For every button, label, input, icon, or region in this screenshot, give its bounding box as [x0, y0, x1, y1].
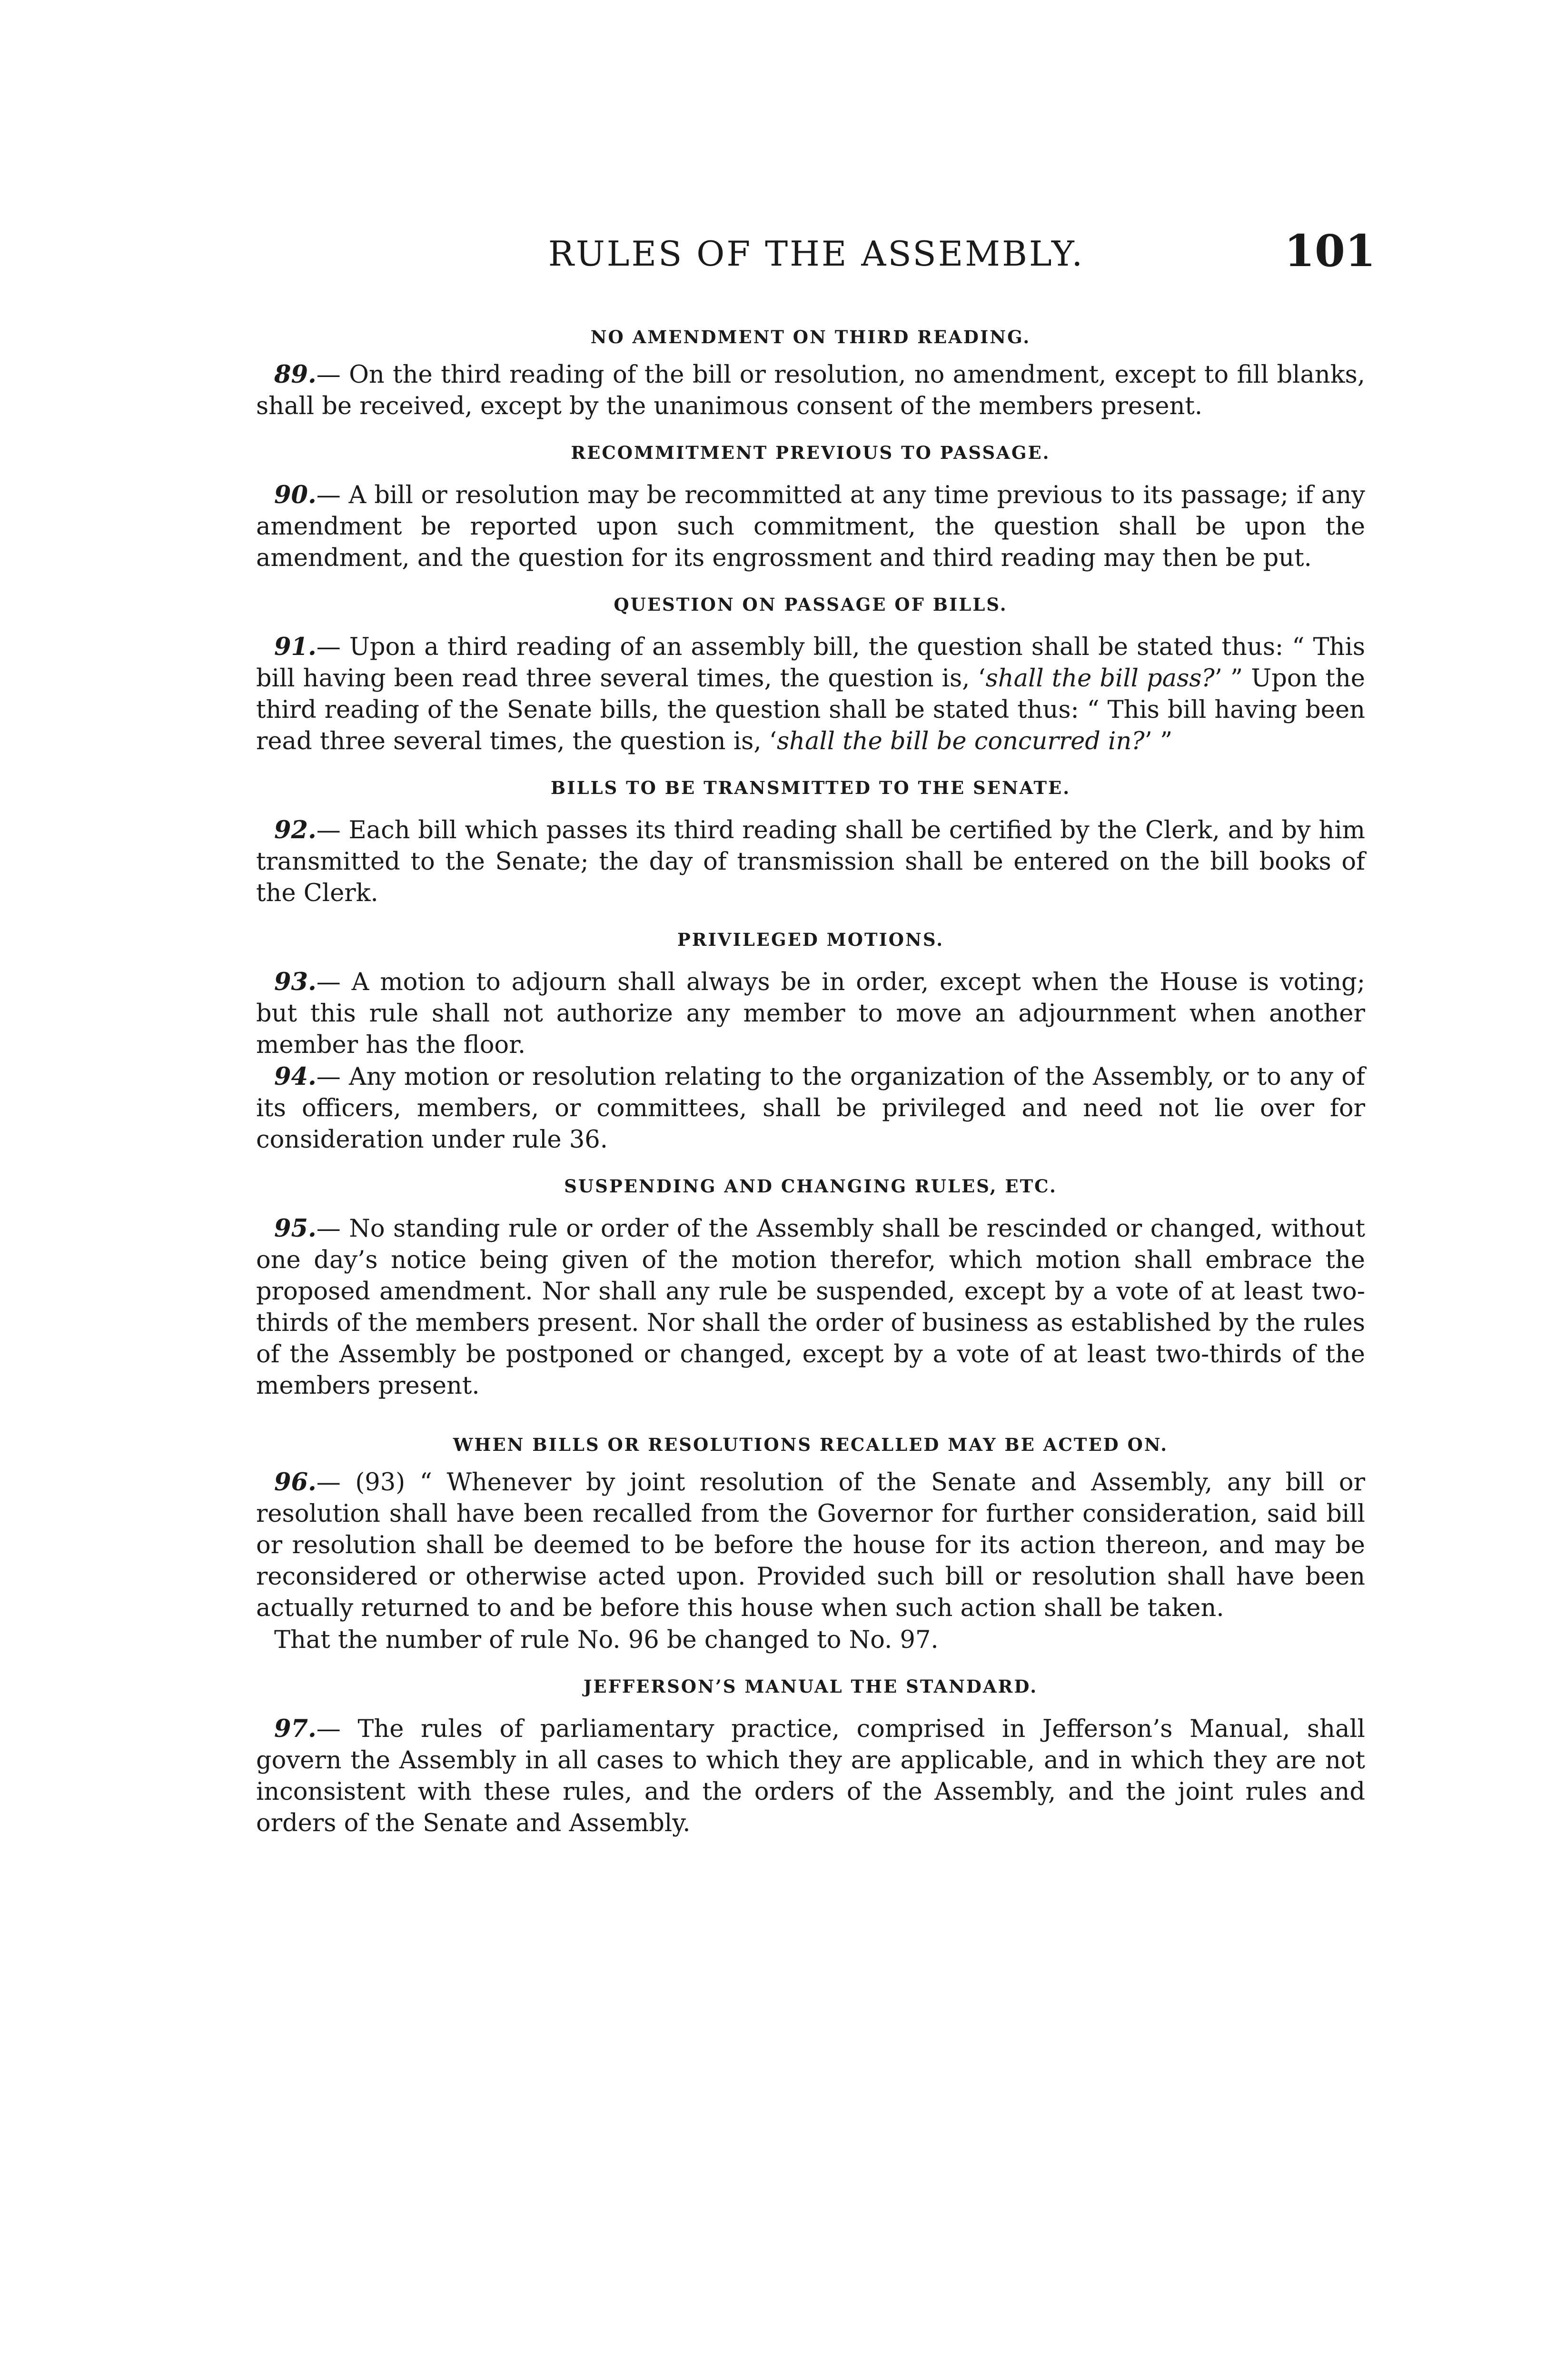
rule-number: 97.	[274, 1715, 317, 1743]
rule-number: 89.	[274, 360, 317, 389]
rule-number: 95.	[274, 1214, 317, 1243]
page-title: RULES OF THE ASSEMBLY.	[548, 234, 1085, 274]
rule-text: — The rules of parliamentary practice, comprised in Jefferson’s Manual, shall govern the Assembly in all cases to which they are applicable, and in which they are not inconsistent with these rules, and the orders of the Assembly, and the joint rules and orders of the Senate and Assembly.	[256, 1715, 1365, 1837]
rule-number: 93.	[274, 968, 317, 996]
page-number: 101	[1284, 225, 1376, 277]
rule-text: — A bill or resolution may be recommitted at any time previous to its passage; if any amendment be reported upon such commitment, the question shall be upon the amendment, and the question for its engrossment and third reading may then be put.	[256, 481, 1365, 572]
rule-paragraph	[256, 1061, 1365, 1156]
rule-number: 90.	[274, 481, 317, 509]
rule-paragraph	[256, 479, 1365, 574]
rule-number: 92.	[274, 816, 317, 844]
rule-number: 94.	[274, 1062, 317, 1091]
rule-text: ’ ”	[1144, 727, 1173, 755]
rule-text: That the number of rule No. 96 be changed to No. 97.	[274, 1626, 939, 1654]
rule-paragraph	[256, 359, 1365, 422]
rule-text: — (93) “ Whenever by joint resolution of the Senate and Assembly, any bill or resolution shall have been recalled from the Governor for further consideration, said bill or resolution shall be deemed to be before the house for its action thereon, and may be reconsidered or otherwise acted upon. Provided such bill or resolution shall have been actually returned to and be before this house when such action shall be taken.	[256, 1468, 1365, 1622]
rule-text: — Upon a third reading of an assembly bill, the question shall be stated thus: “ This bill having been read three several times, the question is, ‘	[256, 633, 1365, 693]
section-heading: JEFFERSON’S MANUAL THE STANDARD.	[583, 1676, 1038, 1697]
rule-text-italic: shall the bill be concurred in?	[777, 727, 1145, 755]
rule-text: — A motion to adjourn shall always be in order, except when the House is voting; but this rule shall not authorize any member to move an adjournment when another member has the floor.	[256, 968, 1365, 1059]
rule-text: ’ ” Upon the third reading of the Senate bills, the question shall be stated thus: “ This bill having been read three several times, the question is, ‘	[256, 664, 1365, 755]
rule-text: — On the third reading of the bill or resolution, no amendment, except to fill blanks, shall be received, except by the unanimous consent of the members present.	[256, 361, 1365, 420]
rule-number: 96.	[274, 1468, 317, 1497]
section-heading: SUSPENDING AND CHANGING RULES, ETC.	[564, 1176, 1057, 1197]
rule-text: — No standing rule or order of the Assembly shall be rescinded or changed, without one day’s notice being given of the motion therefor, which motion shall embrace the proposed amendment. Nor shall any rule be suspended, except by a vote of at least two-thirds of the members present. Nor shall the order of business as established by the rules of the Assembly be postponed or changed, except by a vote of at least two-thirds of the members present.	[256, 1215, 1365, 1400]
rule-text-italic: shall the bill pass?	[985, 664, 1215, 693]
rule-text: — Each bill which passes its third reading shall be certified by the Clerk, and by him transmitted to the Senate; the day of transmission shall be entered on the bill books of the Clerk.	[256, 816, 1365, 907]
section-heading: RECOMMITMENT PREVIOUS TO PASSAGE.	[571, 442, 1050, 463]
section-heading: WHEN BILLS OR RESOLUTIONS RECALLED MAY BE ACTED ON.	[453, 1434, 1169, 1455]
section-heading: QUESTION ON PASSAGE OF BILLS.	[614, 594, 1008, 615]
rule-paragraph	[256, 631, 1365, 757]
page-body	[256, 324, 1365, 1839]
running-head	[257, 225, 1376, 280]
rule-paragraph	[256, 966, 1365, 1061]
rule-number: 91.	[274, 633, 317, 661]
section-heading: PRIVILEGED MOTIONS.	[677, 929, 944, 950]
rule-paragraph	[256, 1467, 1365, 1624]
rule-text: — Any motion or resolution relating to the organization of the Assembly, or to any of its officers, members, or committees, shall be privileged and need not lie over for consideration under rule 36.	[256, 1063, 1365, 1154]
rule-paragraph	[256, 814, 1365, 909]
rule-paragraph	[256, 1624, 1365, 1656]
section-heading: BILLS TO BE TRANSMITTED TO THE SENATE.	[550, 777, 1071, 798]
rule-paragraph	[256, 1213, 1365, 1402]
section-heading: NO AMENDMENT ON THIRD READING.	[590, 327, 1031, 347]
rule-paragraph	[256, 1713, 1365, 1839]
